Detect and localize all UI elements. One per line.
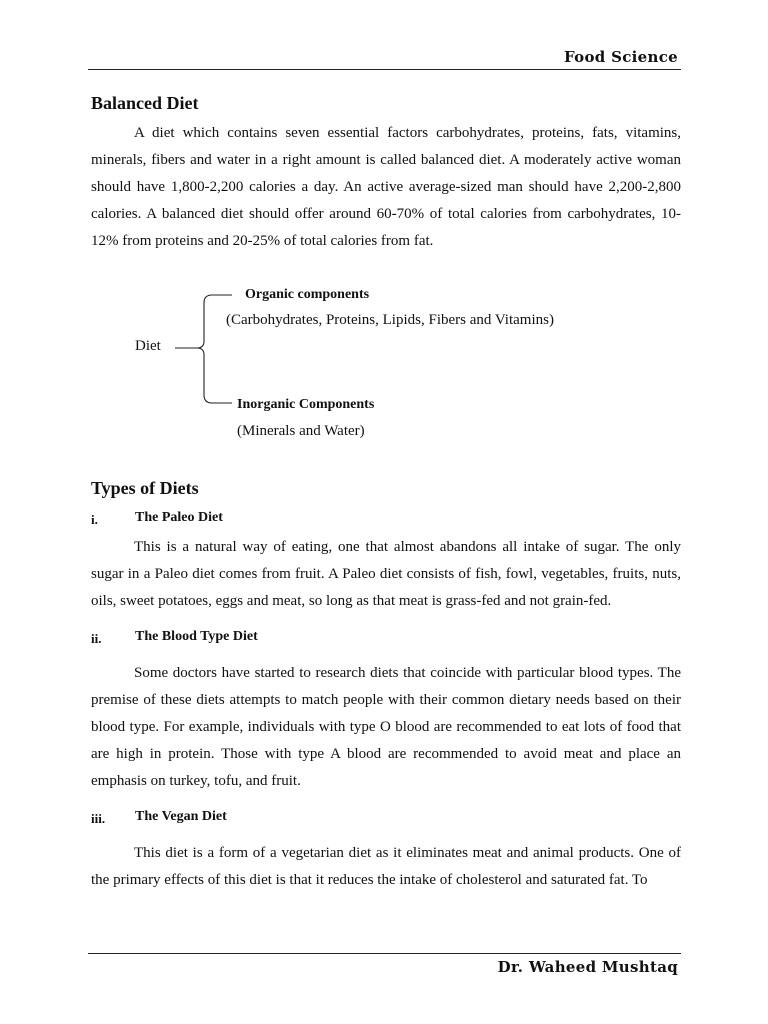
organic-components-title: Organic components bbox=[245, 287, 370, 302]
types-of-diets-heading: Types of Diets bbox=[91, 478, 199, 498]
balanced-diet-paragraph: A diet which contains seven essential factors carbohydrates, proteins, fats, vitamins, minerals, fibers and water in a right amount is called balanced diet. A moderately active woman should have 1,800-2,200 calories a day. An active average-sized man should have 2,200-2,800 calories. A balanced diet should offer around 60-70% of total calories from carbohydrates, 10-12% from proteins and 20-25% of total calories from fat. bbox=[91, 125, 681, 249]
header-title: Food Science bbox=[564, 48, 678, 66]
footer-rule bbox=[88, 953, 681, 954]
inorganic-components-detail: (Minerals and Water) bbox=[237, 423, 365, 439]
vegan-item-title: The Vegan Diet bbox=[135, 809, 227, 824]
paleo-item-paragraph: This is a natural way of eating, one that almost abandons all intake of sugar. The only sugar in a Paleo diet comes from fruit. A Paleo diet consists of fish, fowl, vegetables, fruits, nuts, oils, sweet potatoes, eggs and meat, so long as that meat is grass-fed and not grain-fed. bbox=[91, 539, 681, 609]
blood-type-item-title: The Blood Type Diet bbox=[135, 629, 258, 644]
blood-type-item-paragraph: Some doctors have started to research diets that coincide with particular blood types. The premise of these diets attempts to match people with their common dietary needs based on their blood type. For example, individuals with type O blood are recommended to eat lots of food that are high in protein. Those with type A blood are recommended to avoid meat and place an emphasis on turkey, tofu, and fruit. bbox=[91, 665, 681, 789]
vegan-item-number: iii. bbox=[91, 811, 106, 826]
inorganic-components-title: Inorganic Components bbox=[237, 397, 375, 412]
paleo-item-number: i. bbox=[91, 512, 98, 527]
organic-components-detail: (Carbohydrates, Proteins, Lipids, Fibers and Vitamins) bbox=[226, 312, 554, 328]
header-rule bbox=[88, 69, 681, 70]
diagram-root-label: Diet bbox=[135, 338, 161, 354]
blood-type-item-number: ii. bbox=[91, 631, 102, 646]
diet-brace bbox=[170, 285, 250, 415]
footer-author: Dr. Waheed Mushtaq bbox=[497, 958, 678, 976]
paleo-item-title: The Paleo Diet bbox=[135, 510, 223, 525]
vegan-item-paragraph: This diet is a form of a vegetarian diet as it eliminates meat and animal products. One of the primary effects of this diet is that it reduces the intake of cholesterol and saturated fat. To bbox=[91, 845, 681, 888]
balanced-diet-heading: Balanced Diet bbox=[91, 93, 199, 113]
